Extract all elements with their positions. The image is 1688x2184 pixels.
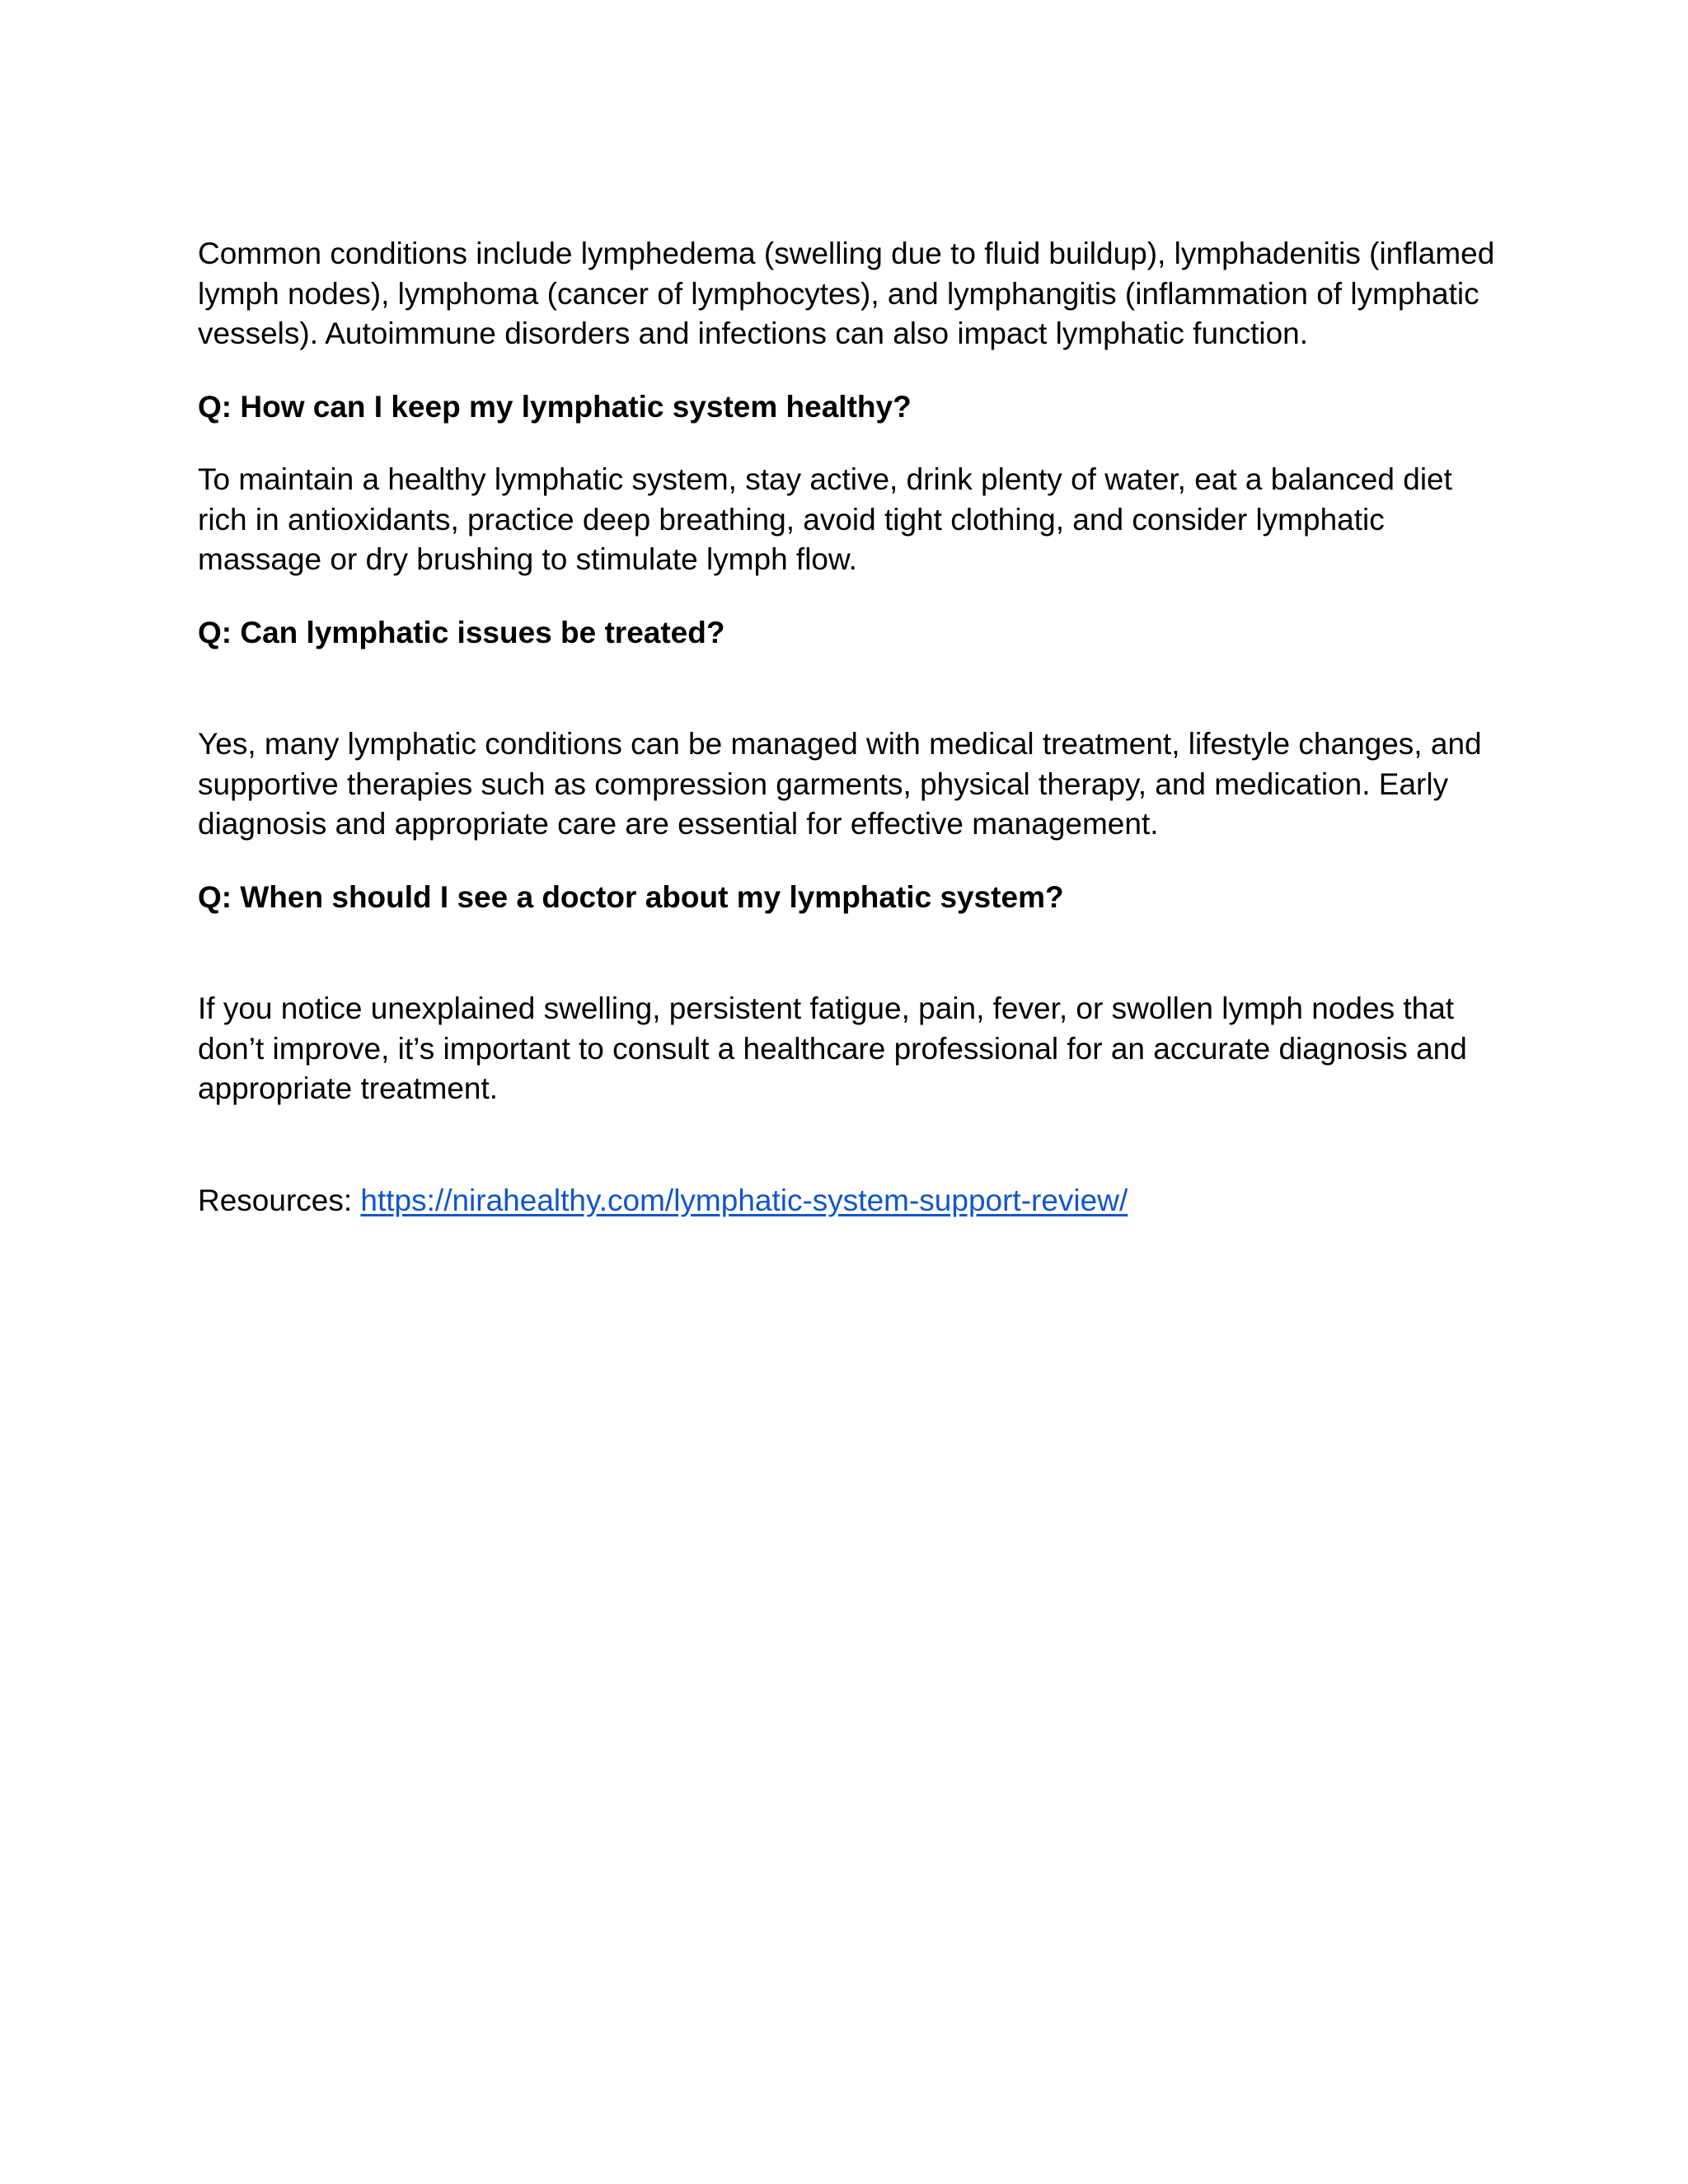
resources-link[interactable]: https://nirahealthy.com/lymphatic-system-support-review/	[360, 1183, 1128, 1217]
paragraph-line: To maintain a healthy lymphatic system, stay active, drink plenty of water, eat a balanced diet	[198, 462, 1452, 496]
document-page	[198, 234, 1500, 1221]
paragraph-maintain-healthy	[198, 460, 1500, 580]
paragraph-line: supportive therapies such as compression garments, physical therapy, and medication. Early	[198, 766, 1449, 801]
paragraph-line: massage or dry brushing to stimulate lymph flow.	[198, 542, 857, 576]
question-heading-healthy: Q: How can I keep my lymphatic system healthy?	[198, 389, 912, 424]
paragraph-line: diagnosis and appropriate care are essential for effective management.	[198, 807, 1159, 841]
paragraph-treatment	[198, 724, 1500, 845]
paragraph-line: rich in antioxidants, practice deep breathing, avoid tight clothing, and consider lymphatic	[198, 502, 1385, 537]
paragraph-line: Common conditions include lymphedema (swelling due to fluid buildup), lymphadenitis (inflamed	[198, 237, 1495, 270]
resources-line	[198, 1181, 1500, 1221]
paragraph-see-doctor	[198, 989, 1500, 1109]
resources-label: Resources:	[198, 1183, 361, 1217]
paragraph-line: lymph nodes), lymphoma (cancer of lymphocytes), and lymphangitis (inflammation of lymphatic	[198, 276, 1479, 311]
paragraph-common-conditions	[198, 234, 1500, 354]
paragraph-line: don’t improve, it’s important to consult a healthcare professional for an accurate diagnosis and	[198, 1031, 1467, 1066]
paragraph-line: appropriate treatment.	[198, 1071, 499, 1105]
paragraph-line: Yes, many lymphatic conditions can be managed with medical treatment, lifestyle changes, and	[198, 727, 1482, 761]
question-heading-treated: Q: Can lymphatic issues be treated?	[198, 615, 725, 649]
question-heading-doctor: Q: When should I see a doctor about my lymphatic system?	[198, 879, 1064, 914]
paragraph-line: vessels). Autoimmune disorders and infections can also impact lymphatic function.	[198, 316, 1309, 350]
paragraph-line: If you notice unexplained swelling, persistent fatigue, pain, fever, or swollen lymph nodes that	[198, 991, 1455, 1025]
